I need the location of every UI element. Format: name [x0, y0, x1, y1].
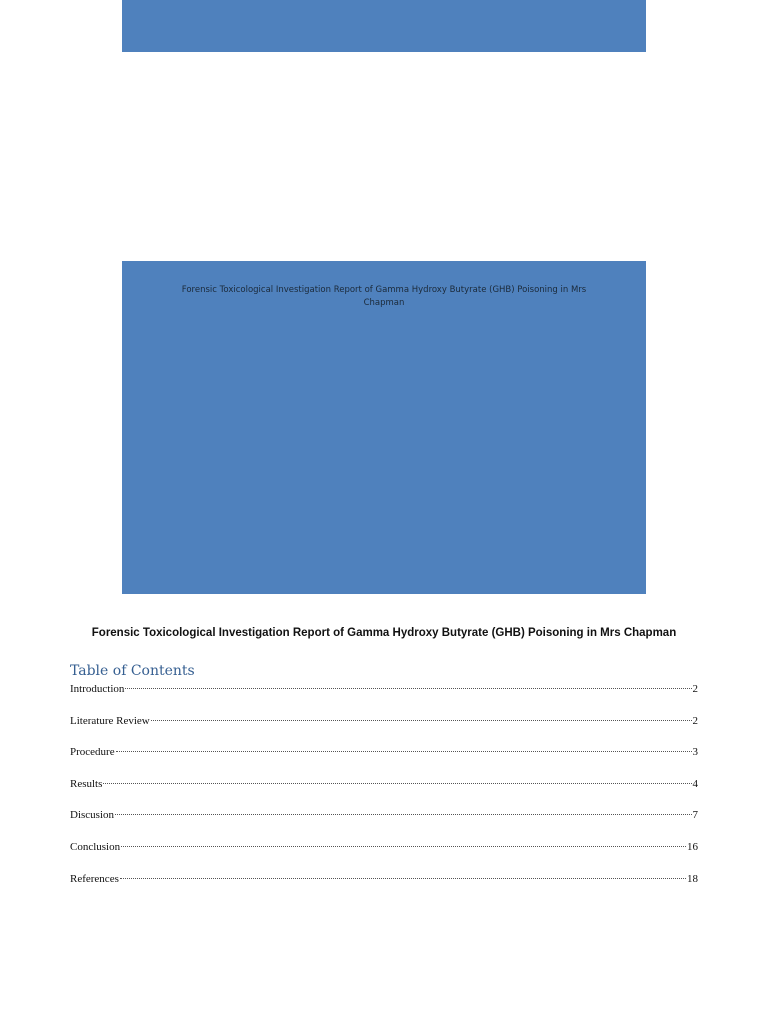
toc-entry-introduction[interactable] — [70, 683, 698, 715]
toc-entry-page: 7 — [692, 809, 698, 822]
toc-entry-results[interactable] — [70, 778, 698, 810]
toc-entry-label: Discusion — [70, 809, 114, 822]
toc-entry-page: 3 — [692, 746, 698, 759]
toc-entry-procedure[interactable] — [70, 746, 698, 778]
toc-entry-label: Results — [70, 777, 103, 790]
toc-entry-conclusion[interactable] — [70, 841, 698, 873]
toc-entry-label: Introduction — [70, 683, 125, 695]
toc-dot-leader — [115, 814, 692, 815]
toc-dot-leader — [121, 846, 686, 847]
toc-dot-leader — [103, 783, 691, 784]
toc-entry-label: Literature Review — [70, 714, 150, 727]
toc-entry-label: Procedure — [70, 746, 115, 759]
document-title: Forensic Toxicological Investigation Report of Gamma Hydroxy Butyrate (GHB) Poisoning in Mrs Chapman — [91, 627, 677, 639]
toc-entry-page: 4 — [692, 777, 698, 790]
header-color-block — [122, 0, 646, 52]
toc-entry-literature-review[interactable] — [70, 715, 698, 747]
toc-entry-discusion[interactable] — [70, 809, 698, 841]
cover-title: Forensic Toxicological Investigation Report of Gamma Hydroxy Butyrate (GHB) Poisoning in Mrs Chapman — [181, 285, 587, 308]
toc-dot-leader — [116, 751, 692, 752]
toc-heading: Table of Contents — [70, 663, 195, 679]
toc-entry-page: 16 — [687, 840, 698, 853]
toc-dot-leader — [151, 720, 692, 721]
toc-entry-page: 2 — [692, 714, 698, 727]
toc-entry-references[interactable] — [70, 873, 698, 905]
toc-entry-label: References — [70, 872, 119, 885]
table-of-contents — [70, 683, 698, 904]
toc-entry-label: Conclusion — [70, 840, 121, 853]
toc-dot-leader — [120, 878, 686, 879]
toc-entry-page: 18 — [687, 872, 698, 885]
cover-block — [122, 261, 646, 594]
toc-entry-page: 2 — [692, 683, 698, 695]
toc-dot-leader — [125, 688, 691, 689]
